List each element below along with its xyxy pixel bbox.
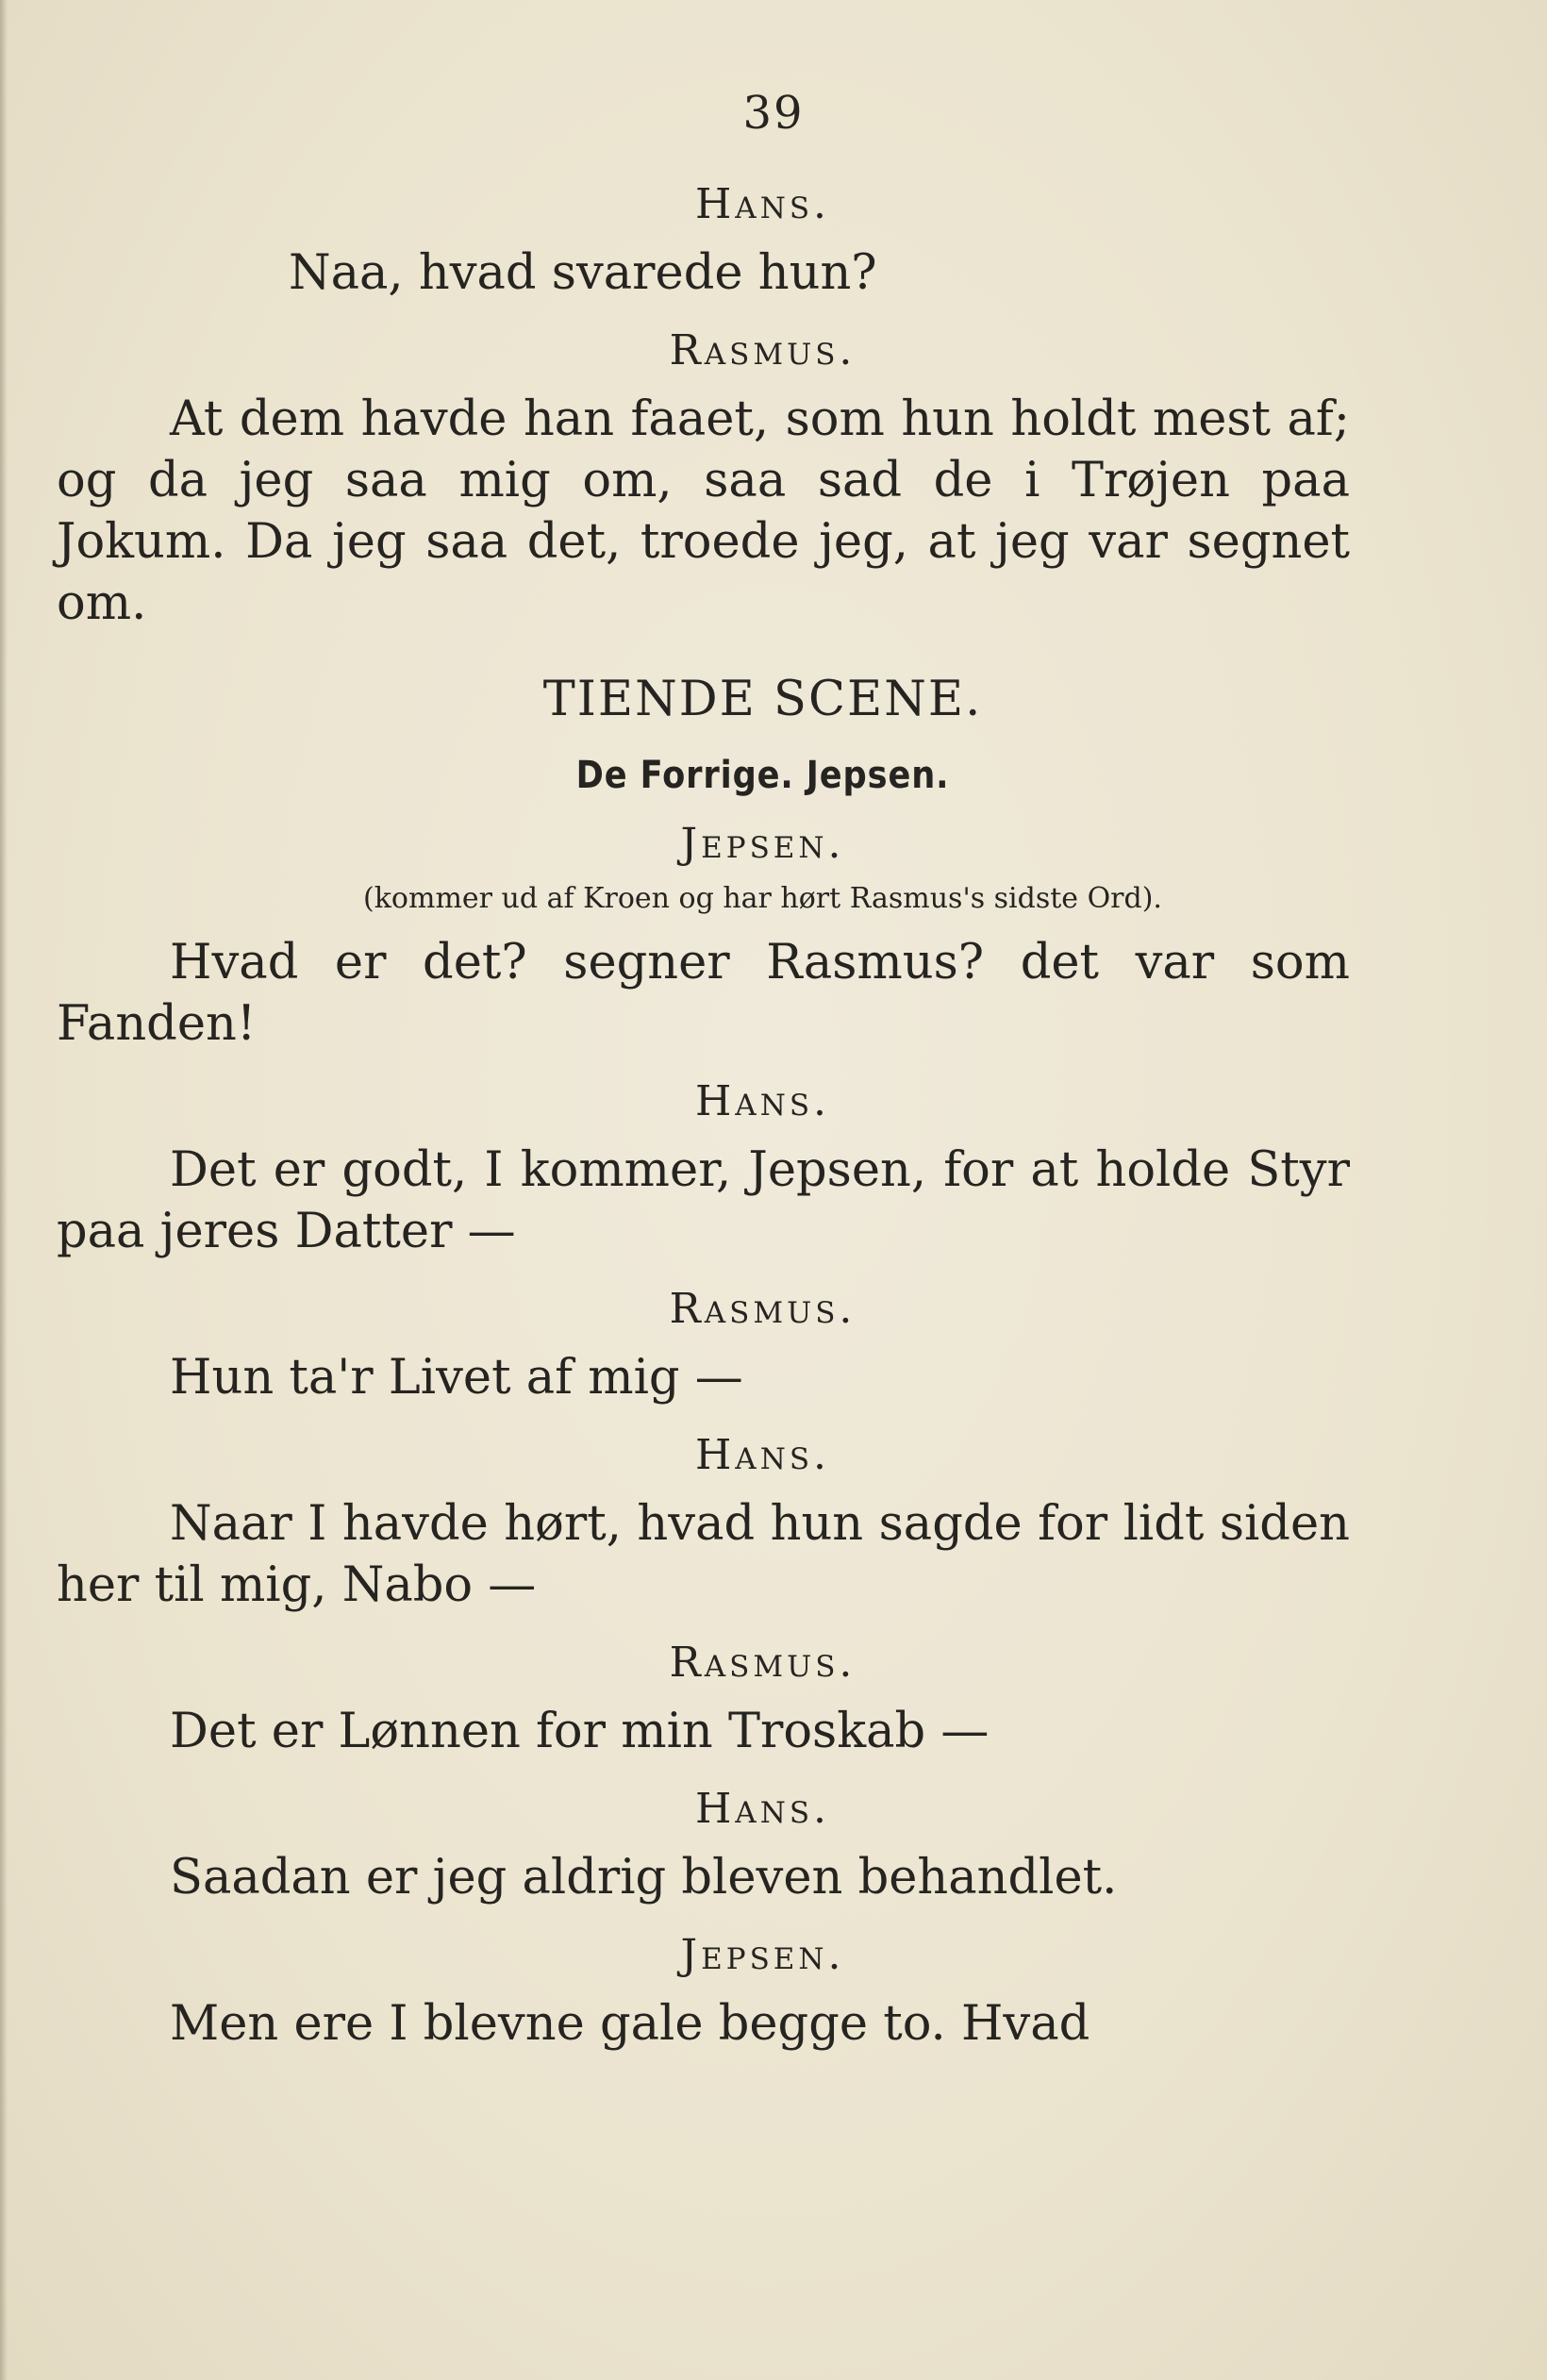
- scene-title: TIENDE SCENE.: [542, 672, 983, 727]
- dialogue-line: Naar I havde hørt, hvad hun sagde for lidt siden her til mig, Nabo —: [57, 1496, 1350, 1613]
- dialogue-line: Hun ta'r Livet af mig —: [170, 1350, 743, 1406]
- dialogue-line: Det er godt, I kommer, Jepsen, for at holde Styr paa jeres Datter —: [57, 1142, 1350, 1259]
- speaker-name: Hans.: [694, 1785, 831, 1833]
- cast-list: De Forrige. Jepsen.: [575, 754, 950, 797]
- speaker-name: Hans.: [694, 1077, 831, 1125]
- dialogue-line: Naa, hvad svarede hun?: [289, 245, 877, 301]
- dialogue-line: Saadan er jeg aldrig bleven behandlet.: [170, 1850, 1118, 1906]
- dialogue-line: Det er Lønnen for min Troskab —: [170, 1704, 990, 1759]
- speaker-name: Hans.: [694, 180, 831, 228]
- dialogue-line: Hvad er det? segner Rasmus? det var som Fanden!: [57, 935, 1350, 1052]
- speaker-name: Jepsen.: [680, 820, 845, 868]
- speaker-name: Hans.: [694, 1431, 831, 1479]
- page-edge-shadow: [0, 0, 8, 2380]
- speaker-name: Jepsen.: [680, 1931, 845, 1979]
- speaker-name: Rasmus.: [669, 1639, 857, 1687]
- play-text: [57, 180, 1350, 2055]
- page-number: 39: [742, 87, 805, 140]
- speaker-name: Rasmus.: [669, 326, 857, 374]
- stage-direction: (kommer ud af Kroen og har hørt Rasmus's sidste Ord).: [363, 882, 1162, 915]
- dialogue-line: Men ere I blevne gale begge to. Hvad: [170, 1996, 1090, 2052]
- dialogue-line: At dem havde han faaet, som hun holdt mest af; og da jeg saa mig om, saa sad de i Trøjen paa Jokum. Da jeg saa det, troede jeg, at jeg var segnet om.: [57, 391, 1350, 631]
- speaker-name: Rasmus.: [669, 1285, 857, 1333]
